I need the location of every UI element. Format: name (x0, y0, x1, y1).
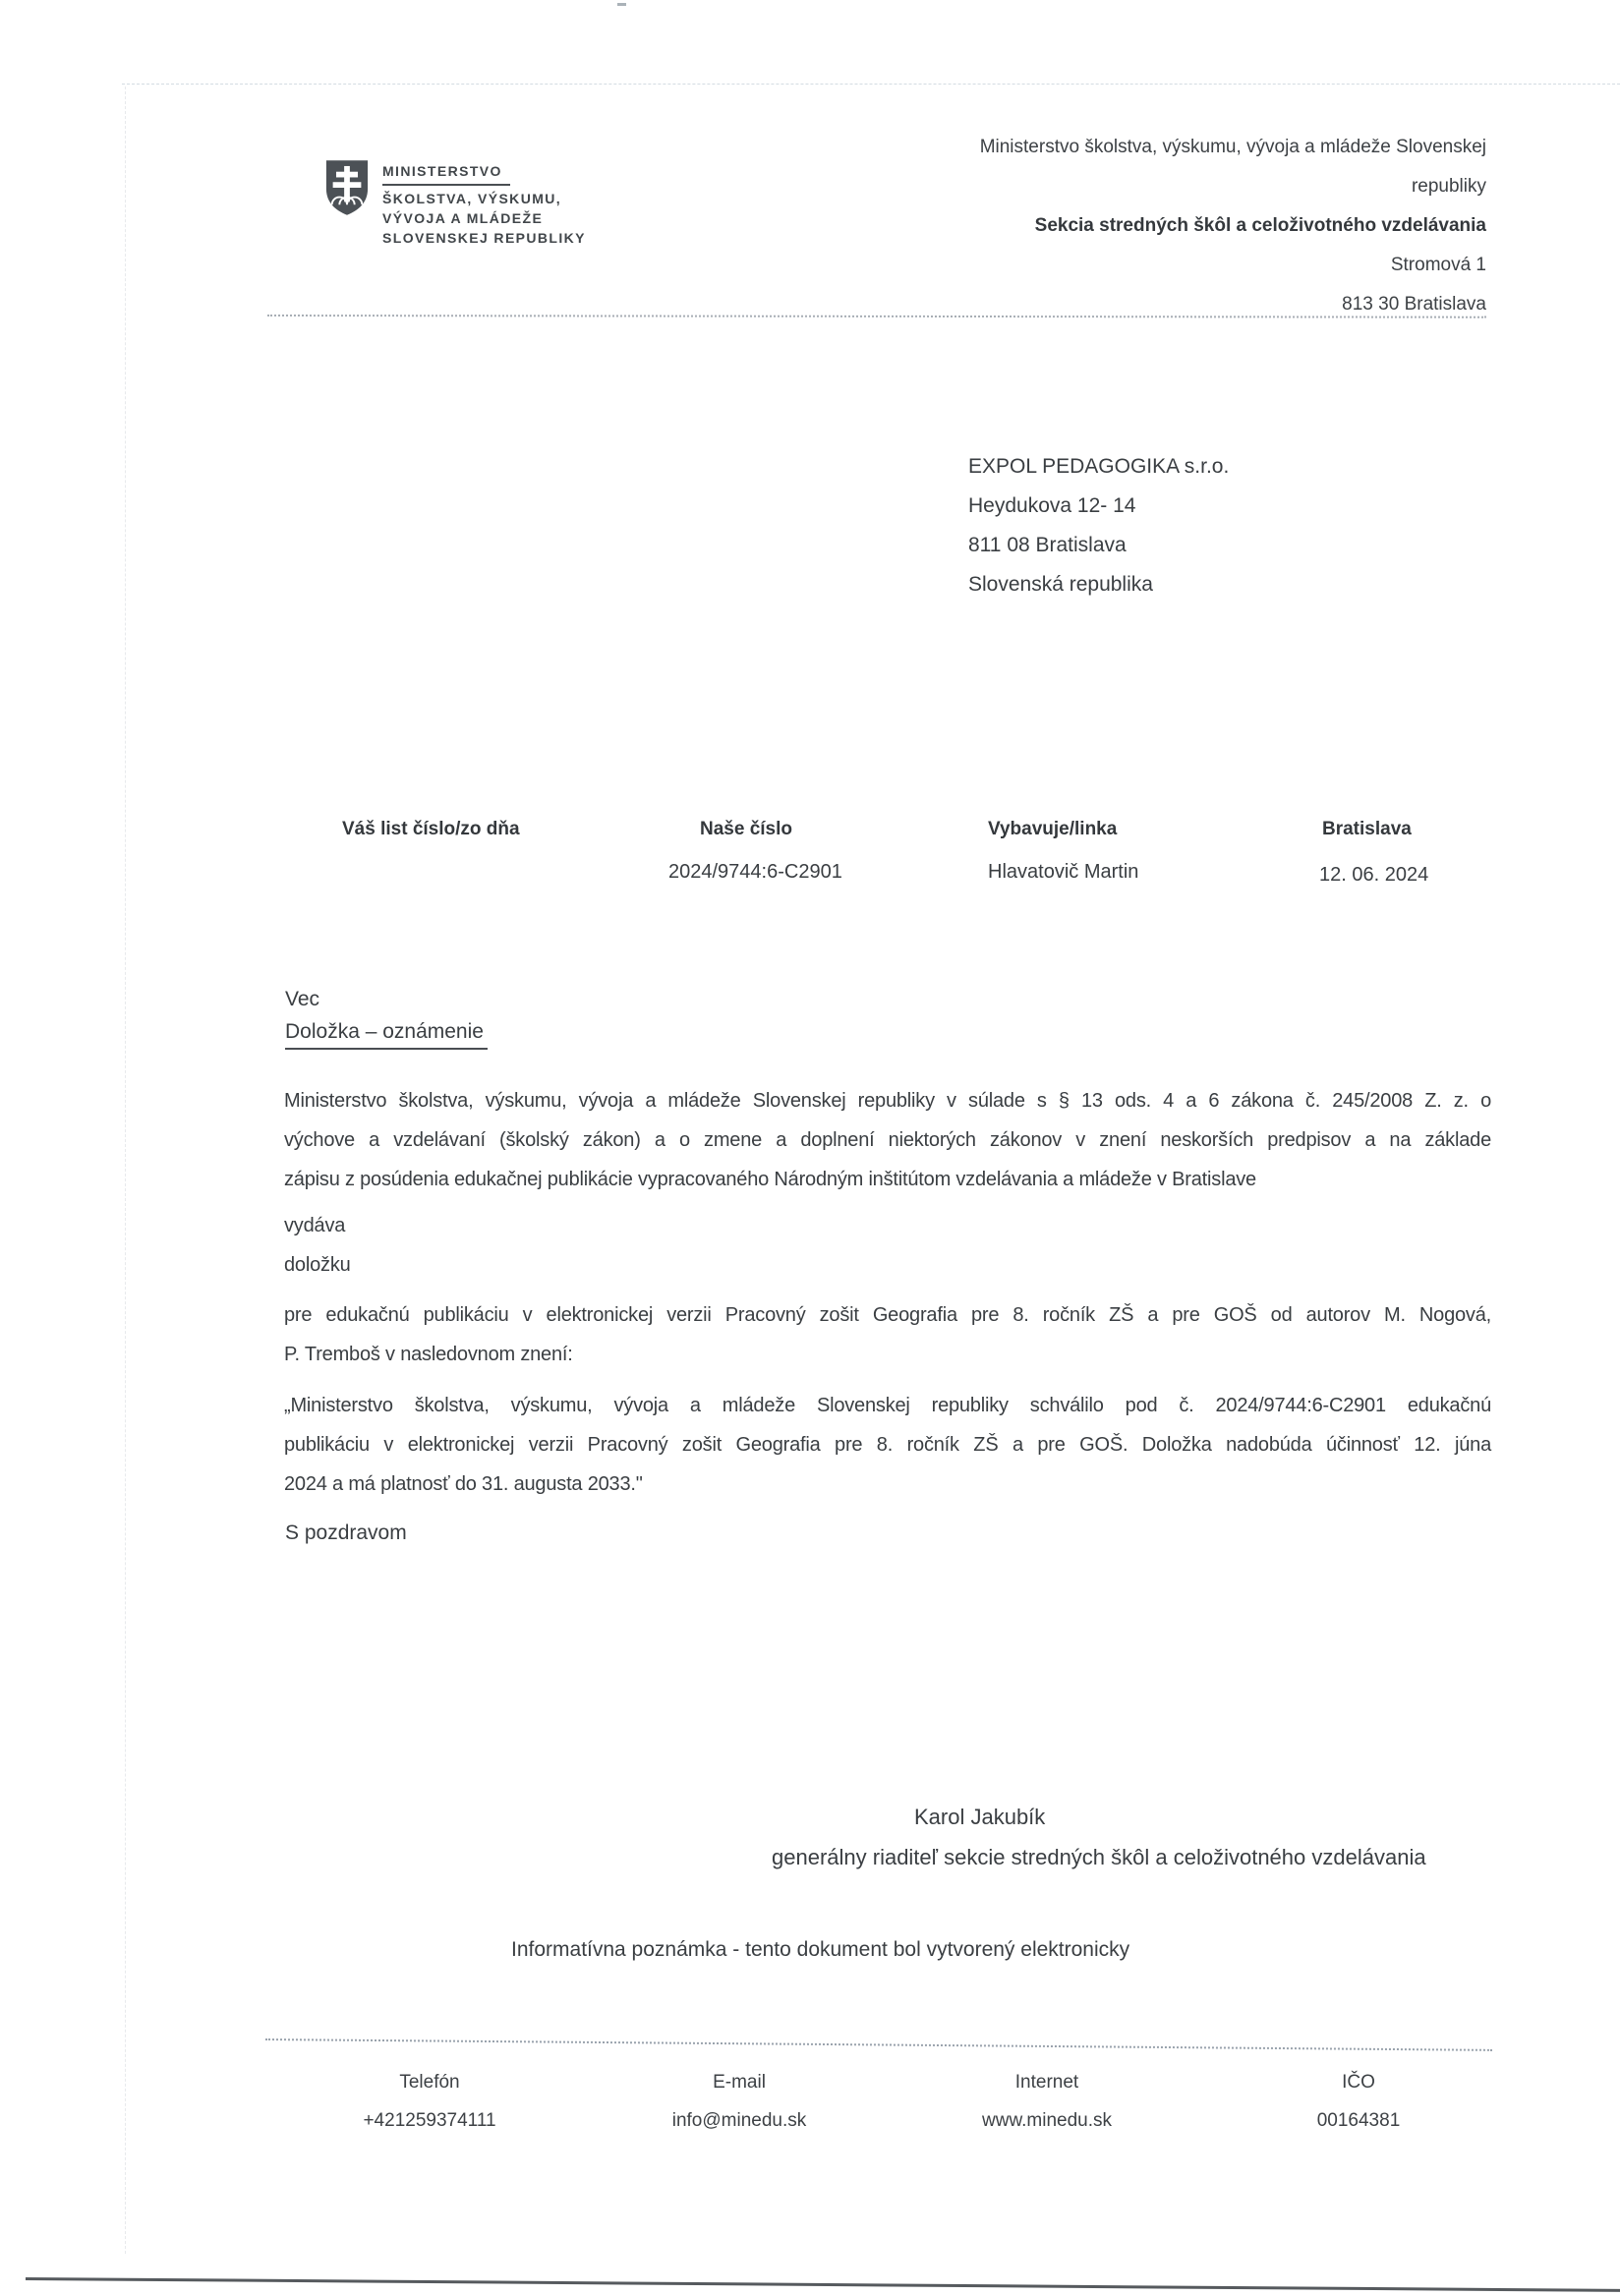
footer-internet (982, 2072, 1112, 2132)
place-header: Bratislava (1322, 819, 1412, 839)
coat-of-arms-icon (324, 158, 370, 248)
footer-phone (363, 2072, 495, 2132)
our-ref-value: 2024/9744:6-C2901 (668, 861, 842, 883)
sender-line: Ministerstvo školstva, výskumu, vývoja a mládeže Slovenskej (979, 137, 1486, 157)
footer-email (672, 2072, 807, 2132)
sender-line: republiky (1411, 176, 1486, 197)
handler-header: Vybavuje/linka (988, 819, 1118, 839)
subject-title: Doložka – oznámenie (285, 1020, 488, 1050)
logo-line: VÝVOJA A MLÁDEŽE (382, 210, 544, 226)
logo-line: SLOVENSKEJ REPUBLIKY (382, 230, 586, 246)
issue-action-lines (284, 1206, 1491, 1285)
logo-line: MINISTERSTVO (382, 161, 510, 186)
para-line: 2024 a má platnosť do 31. augusta 2033." (284, 1473, 643, 1495)
page-top-edge-line (122, 84, 1620, 85)
para-publication (284, 1295, 1491, 1374)
issue-line: vydáva (284, 1215, 346, 1236)
handler-value: Hlavatovič Martin (988, 861, 1139, 883)
recipient-address-block (968, 447, 1229, 604)
recipient-country: Slovenská republika (968, 573, 1153, 596)
para-line: publikáciu v elektronickej verzii Pracovný zošit Geografia pre 8. ročník ZŠ a pre GOŠ. Doložka nadobúda účinnosť 12. júna (284, 1434, 1491, 1456)
phone-label: Telefón (399, 2072, 460, 2093)
ministry-logo-text (382, 158, 586, 248)
recipient-street: Heydukova 12- 14 (968, 494, 1136, 517)
para-line: výchove a vzdelávaní (školský zákon) a o zmene a doplnení niektorých zákonov v znení neskorších predpisov a na základe (284, 1129, 1491, 1151)
footer-divider (265, 2038, 1492, 2051)
recipient-city: 811 08 Bratislava (968, 534, 1127, 556)
para-line: pre edukačnú publikáciu v elektronickej verzii Pracovný zošit Geografia pre 8. ročník ZŠ a pre GOŠ od autorov M. Nogová, (284, 1304, 1491, 1326)
ico-value: 00164381 (1316, 2110, 1401, 2131)
para-line: Ministerstvo školstva, výskumu, vývoja a mládeže Slovenskej republiky v súlade s § 13 ods. 4 a 6 zákona č. 245/2008 Z. z. o (284, 1090, 1491, 1112)
para-line: zápisu z posúdenia edukačnej publikácie vypracovaného Národným inštitútom vzdelávania a mládeže v Bratislave (284, 1169, 1256, 1190)
subject-label: Vec (285, 988, 320, 1010)
ico-label: IČO (1342, 2072, 1375, 2093)
bottom-scan-line (26, 2277, 1620, 2292)
para-line: P. Tremboš v nasledovnom znení: (284, 1344, 573, 1365)
signatory-name: Karol Jakubík (914, 1805, 1046, 1829)
signatory-title: generálny riaditeľ sekcie stredných škôl a celoživotného vzdelávania (772, 1845, 1426, 1869)
page-left-edge-line (125, 86, 126, 2254)
internet-label: Internet (1014, 2072, 1079, 2093)
closing-salutation: S pozdravom (285, 1521, 407, 1544)
internet-value: www.minedu.sk (982, 2110, 1112, 2131)
para-line: „Ministerstvo školstva, výskumu, vývoja a mládeže Slovenskej republiky schválilo pod č. 2024/9744:6-C2901 edukačnú (284, 1395, 1491, 1416)
para-legal-basis (284, 1081, 1491, 1199)
issue-line: doložku (284, 1254, 351, 1276)
phone-value: +421259374111 (363, 2110, 496, 2131)
date-value: 12. 06. 2024 (1319, 864, 1429, 886)
sender-city-line: 813 30 Bratislava (1342, 294, 1486, 315)
electronic-note: Informatívna poznámka - tento dokument bol vytvorený elektronicky (511, 1938, 1130, 1961)
recipient-name: EXPOL PEDAGOGIKA s.r.o. (968, 455, 1230, 478)
sender-address-block (980, 128, 1486, 324)
para-clause-quote (284, 1386, 1491, 1504)
logo-line: ŠKOLSTVA, VÝSKUMU, (382, 191, 562, 206)
sender-street-line: Stromová 1 (1390, 255, 1486, 275)
your-ref-header: Váš list číslo/zo dňa (342, 819, 520, 839)
email-label: E-mail (713, 2072, 766, 2093)
email-value: info@minedu.sk (671, 2110, 807, 2131)
sender-section-line: Sekcia stredných škôl a celoživotného vzdelávania (1034, 215, 1486, 236)
scan-speck (617, 3, 626, 6)
our-ref-header: Naše číslo (700, 819, 792, 839)
ministry-logo (324, 158, 586, 248)
footer-ico (1317, 2072, 1401, 2132)
